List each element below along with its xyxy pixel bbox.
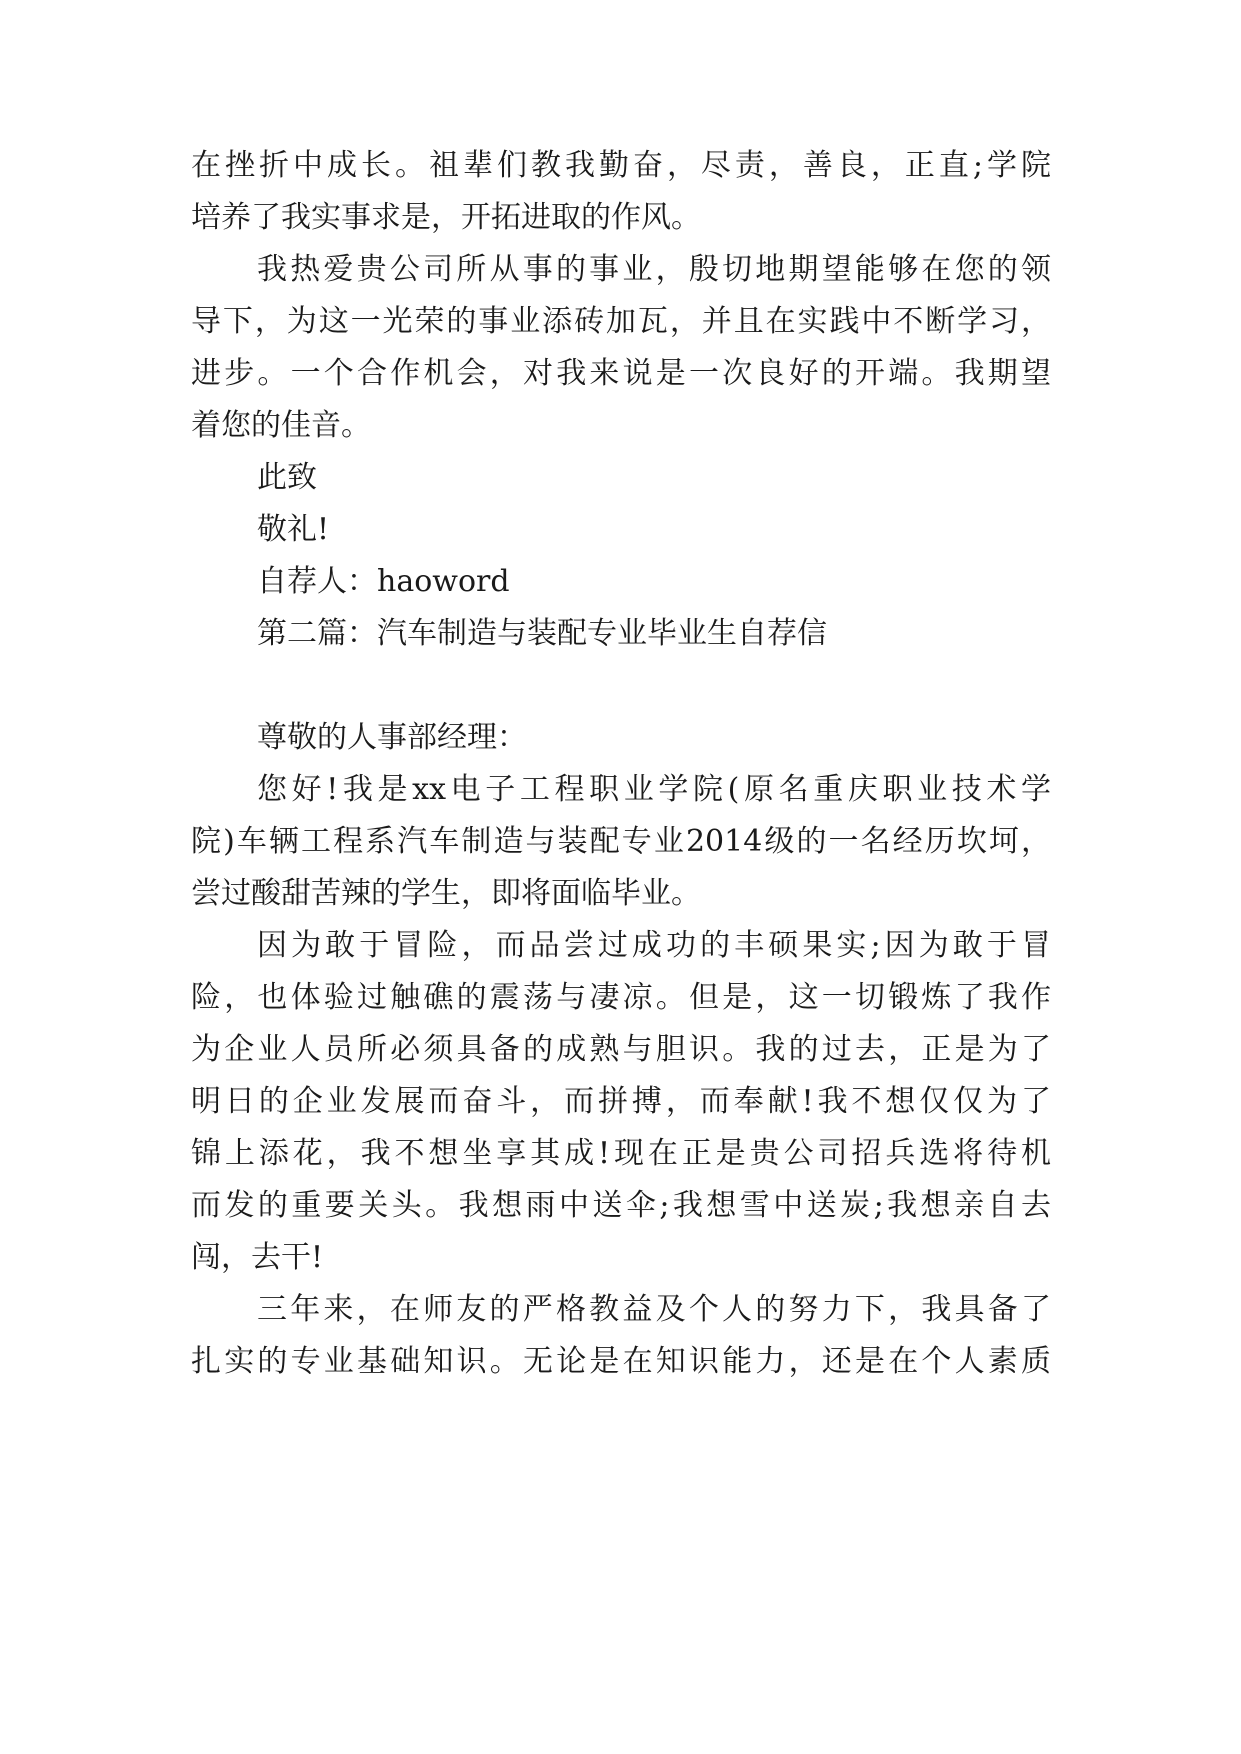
paragraph-first-line: 三年来，在师友的严格教益及个人的努力下，我具备了 <box>257 1292 1051 1327</box>
body-line: 险，也体验过触礁的震荡与凄凉。但是，这一切锻炼了我作 <box>191 980 1051 1015</box>
body-line: 扎实的专业基础知识。无论是在知识能力，还是在个人素质 <box>191 1344 1051 1379</box>
body-line: 明日的企业发展而奋斗，而拼搏，而奉献!我不想仅仅为了 <box>191 1084 1051 1119</box>
paragraph-first-line: 您好!我是xx电子工程职业学院(原名重庆职业技术学 <box>257 772 1051 807</box>
body-line: 尝过酸甜苦辣的学生，即将面临毕业。 <box>191 876 701 911</box>
body-line: 导下，为这一光荣的事业添砖加瓦，并且在实践中不断学习， <box>191 304 1051 339</box>
body-line: 在挫折中成长。祖辈们教我勤奋，尽责，善良，正直;学院 <box>191 148 1051 183</box>
body-line: 着您的佳音。 <box>191 408 371 443</box>
body-line: 闯，去干! <box>191 1240 324 1275</box>
body-line: 为企业人员所必须具备的成熟与胆识。我的过去，正是为了 <box>191 1032 1051 1067</box>
paragraph-first-line: 我热爱贵公司所从事的事业，殷切地期望能够在您的领 <box>257 252 1051 287</box>
section-heading: 第二篇：汽车制造与装配专业毕业生自荐信 <box>257 616 827 651</box>
closing-regards: 敬礼! <box>257 512 330 547</box>
signature-line: 自荐人：haoword <box>257 564 510 599</box>
paragraph-first-line: 因为敢于冒险，而品尝过成功的丰硕果实;因为敢于冒 <box>257 928 1051 963</box>
body-line: 培养了我实事求是，开拓进取的作风。 <box>191 200 701 235</box>
letter-greeting: 尊敬的人事部经理： <box>257 720 527 755</box>
body-line: 院)车辆工程系汽车制造与装配专业2014级的一名经历坎坷， <box>191 824 1051 859</box>
body-line: 进步。一个合作机会，对我来说是一次良好的开端。我期望 <box>191 356 1051 391</box>
closing-salutation: 此致 <box>257 460 317 495</box>
body-line: 锦上添花，我不想坐享其成!现在正是贵公司招兵选将待机 <box>191 1136 1051 1171</box>
body-line: 而发的重要关头。我想雨中送伞;我想雪中送炭;我想亲自去 <box>191 1188 1051 1223</box>
